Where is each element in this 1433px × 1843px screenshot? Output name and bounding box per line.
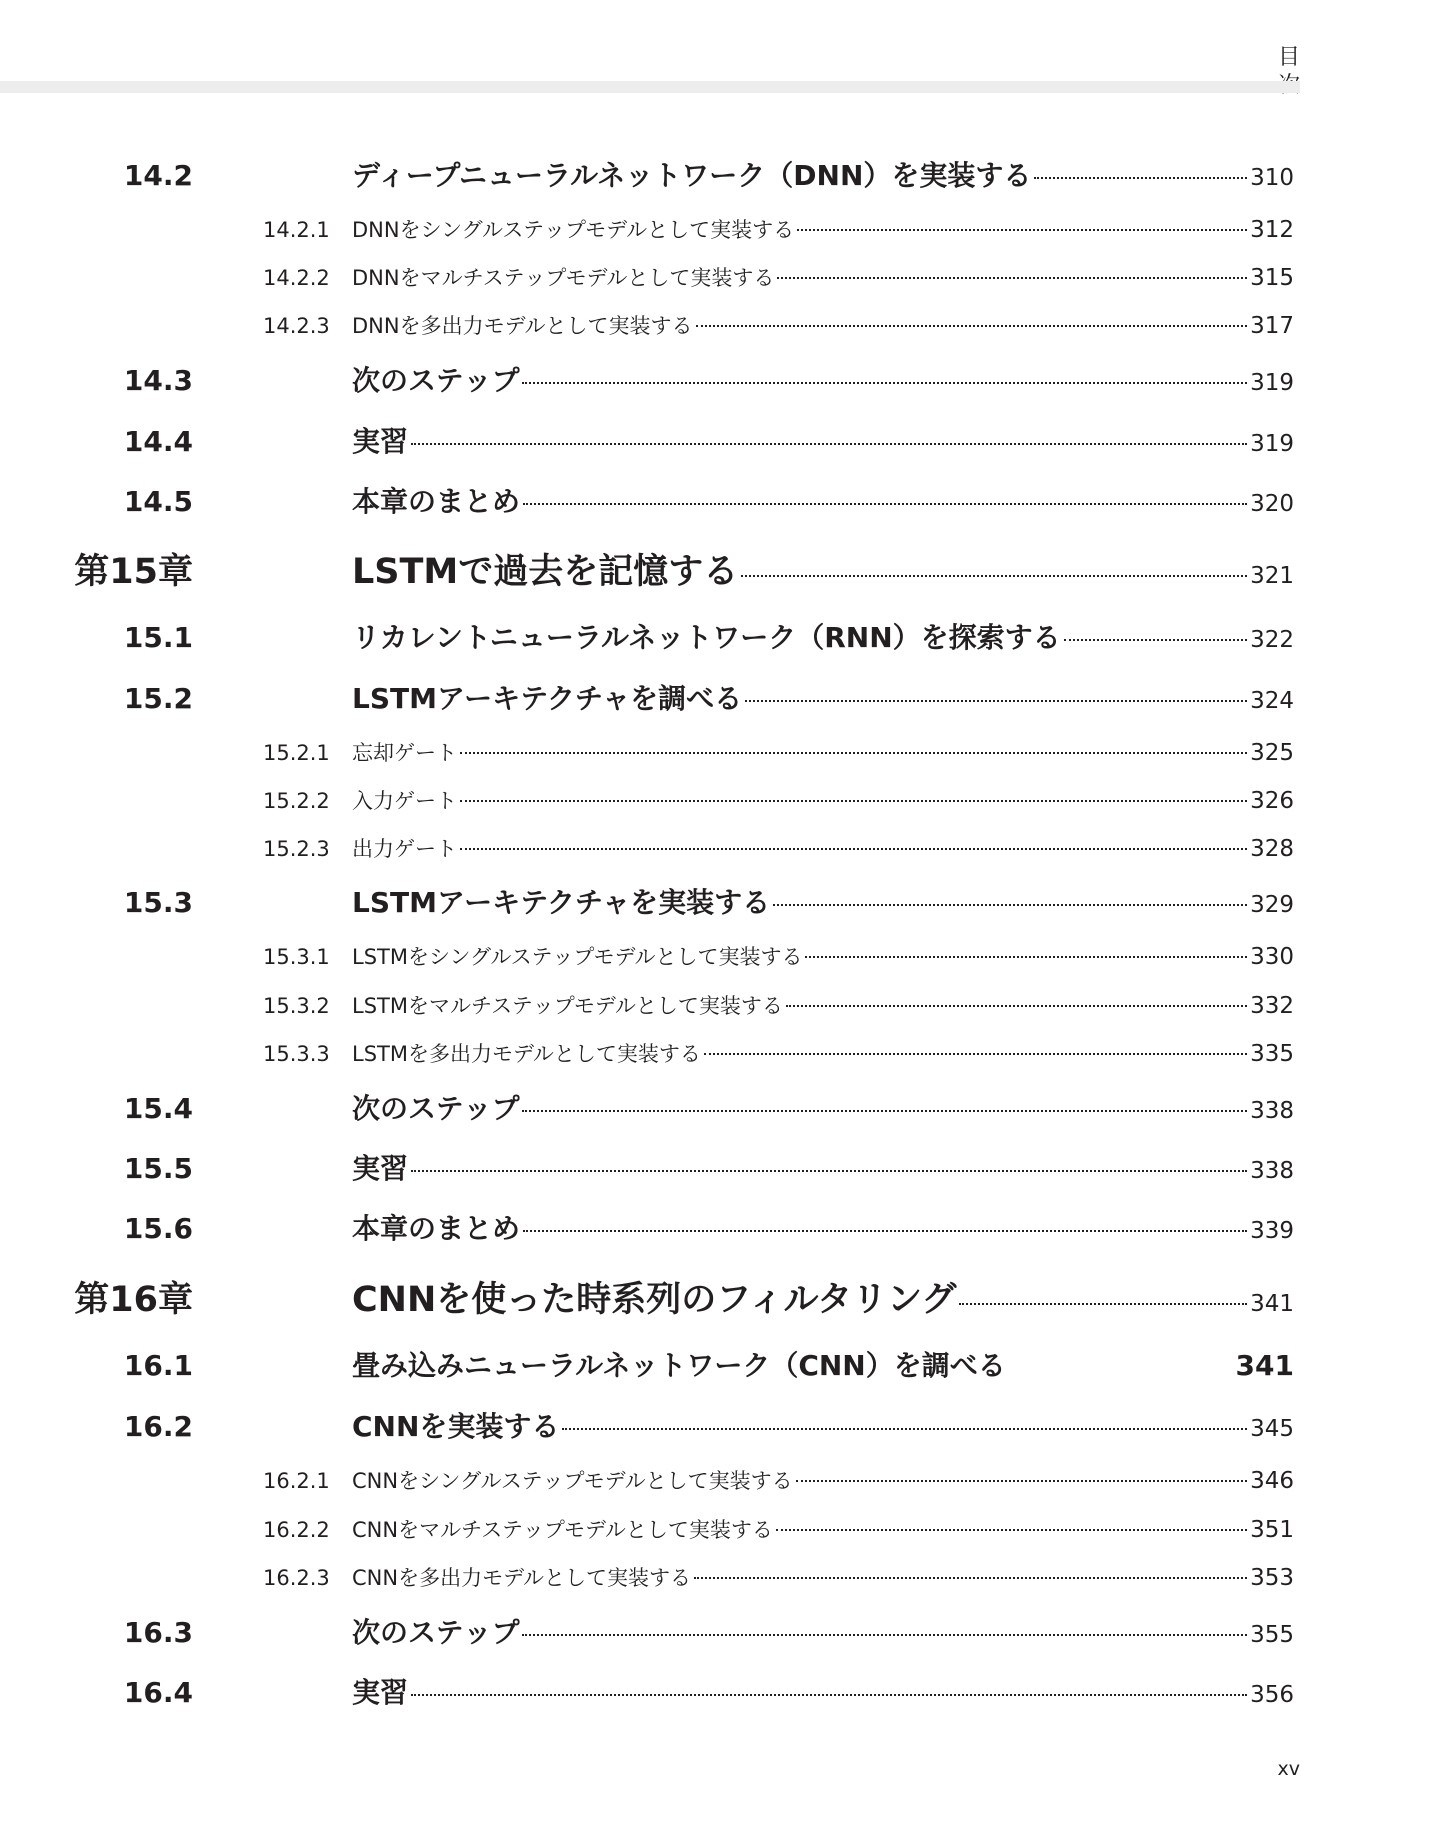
toc-entry-section[interactable]	[0, 424, 1300, 460]
toc-entry-page-number: 341	[1235, 1349, 1294, 1382]
toc-entry-line	[352, 424, 1300, 462]
toc-entry-line	[352, 1466, 1300, 1496]
toc-entry-page-number: 325	[1250, 740, 1294, 766]
toc-entry-page-number: 332	[1250, 993, 1294, 1019]
toc-entry-number: 15.6	[123, 1212, 193, 1245]
dot-leader	[805, 956, 1247, 958]
toc-entry-number: 14.4	[123, 425, 193, 458]
toc-entry-title: 忘却ゲート	[352, 741, 457, 765]
toc-entry-subsection[interactable]	[0, 738, 1300, 768]
dot-leader	[959, 1303, 1247, 1305]
toc-entry-section[interactable]	[0, 1091, 1300, 1127]
toc-entry-chapter[interactable]	[0, 551, 1300, 593]
toc-entry-page-number: 335	[1250, 1041, 1294, 1067]
toc-entry-page-number: 312	[1250, 217, 1294, 243]
dot-leader	[411, 1694, 1247, 1696]
toc-entry-title: LSTMアーキテクチャを実装する	[352, 886, 771, 919]
toc-entry-section[interactable]	[0, 885, 1300, 921]
dot-leader	[460, 848, 1247, 850]
dot-leader	[773, 904, 1247, 906]
dot-leader	[523, 503, 1247, 505]
toc-entry-line	[352, 1091, 1300, 1129]
toc-entry-number: 14.5	[123, 485, 193, 518]
toc-entry-number: 14.2.3	[263, 314, 330, 338]
toc-entry-number: 15.2	[123, 682, 193, 715]
toc-entry-title: 実習	[352, 1152, 409, 1185]
toc-entry-number: 16.3	[123, 1616, 193, 1649]
dot-leader	[1034, 177, 1247, 179]
toc-entry-line	[352, 1348, 1300, 1384]
dot-leader	[460, 752, 1247, 754]
toc-entry-number: 14.2.2	[263, 266, 330, 290]
dot-leader	[776, 1529, 1247, 1531]
toc-entry-page-number: 339	[1250, 1218, 1294, 1244]
toc-entry-section[interactable]	[0, 1615, 1300, 1651]
toc-entry-number: 14.2.1	[263, 218, 330, 242]
toc-entry-subsection[interactable]	[0, 1515, 1300, 1545]
toc-entry-line	[352, 681, 1300, 719]
toc-entry-page-number: 326	[1250, 788, 1294, 814]
toc-entry-line	[352, 991, 1300, 1021]
page-folio: xv	[1277, 1758, 1300, 1780]
toc-entry-title: LSTMを多出力モデルとして実装する	[352, 1042, 701, 1066]
toc-entry-line	[352, 215, 1300, 245]
toc-entry-subsection[interactable]	[0, 215, 1300, 245]
toc-entry-section[interactable]	[0, 681, 1300, 717]
toc-entry-line	[352, 1039, 1300, 1069]
toc-entry-page-number: 345	[1250, 1416, 1294, 1442]
dot-leader	[797, 229, 1247, 231]
toc-entry-page-number: 346	[1250, 1468, 1294, 1494]
toc-entry-page-number: 338	[1250, 1098, 1294, 1124]
toc-entry-line	[352, 786, 1300, 816]
toc-entry-page-number: 329	[1250, 892, 1294, 918]
toc-entry-number: 15.2.3	[263, 837, 330, 861]
toc-entry-title: 実習	[352, 1676, 409, 1709]
dot-leader	[696, 325, 1248, 327]
toc-entry-title: 次のステップ	[352, 1616, 520, 1649]
dot-leader	[694, 1577, 1247, 1579]
dot-leader	[523, 1230, 1247, 1232]
toc-entry-subsection[interactable]	[0, 834, 1300, 864]
toc-entry-page-number: 324	[1250, 688, 1294, 714]
toc-entry-page-number: 321	[1250, 563, 1294, 589]
toc-entry-title: 出力ゲート	[352, 837, 457, 861]
toc-entry-page-number: 319	[1250, 431, 1294, 457]
toc-entry-line	[352, 551, 1300, 597]
dot-leader	[562, 1428, 1247, 1430]
toc-entry-section[interactable]	[0, 484, 1300, 520]
toc-entry-title: ディープニューラルネットワーク（DNN）を実装する	[352, 159, 1032, 192]
toc-entry-page-number: 328	[1250, 836, 1294, 862]
toc-entry-subsection[interactable]	[0, 991, 1300, 1021]
toc-entry-line	[352, 1211, 1300, 1249]
toc-entry-line	[352, 263, 1300, 293]
toc-entry-page-number: 315	[1250, 265, 1294, 291]
toc-entry-number: 15.3	[123, 886, 193, 919]
dot-leader	[777, 277, 1247, 279]
toc-entry-page-number: 351	[1250, 1517, 1294, 1543]
toc-entry-page-number: 356	[1250, 1682, 1294, 1708]
dot-leader	[745, 700, 1247, 702]
toc-entry-page-number: 317	[1250, 313, 1294, 339]
toc-entry-title: CNNを実装する	[352, 1410, 560, 1443]
toc-entry-subsection[interactable]	[0, 311, 1300, 341]
toc-entry-title: DNNを多出力モデルとして実装する	[352, 314, 693, 338]
dot-leader	[796, 1480, 1248, 1482]
dot-leader	[411, 443, 1247, 445]
toc-entry-line	[352, 1675, 1300, 1713]
toc-entry-section[interactable]	[0, 1151, 1300, 1187]
toc-entry-line	[352, 311, 1300, 341]
toc-entry-page-number: 310	[1250, 165, 1294, 191]
dot-leader	[411, 1170, 1247, 1172]
toc-entry-number: 15.3.1	[263, 945, 330, 969]
toc-entry-line	[352, 834, 1300, 864]
toc-entry-title: リカレントニューラルネットワーク（RNN）を探索する	[352, 621, 1061, 654]
toc-entry-title: LSTMアーキテクチャを調べる	[352, 682, 743, 715]
toc-entry-number: 15.4	[123, 1092, 193, 1125]
toc-entry-section[interactable]	[0, 1348, 1300, 1384]
header-rule	[0, 81, 1300, 93]
toc-entry-section[interactable]	[0, 1409, 1300, 1445]
toc-entry-subsection[interactable]	[0, 1466, 1300, 1496]
toc-entry-number: 14.3	[123, 364, 193, 397]
toc-entry-page-number: 330	[1250, 944, 1294, 970]
toc-entry-section[interactable]	[0, 363, 1300, 399]
toc-entry-title: 本章のまとめ	[352, 1212, 521, 1245]
dot-leader	[741, 575, 1247, 577]
toc-entry-line	[352, 620, 1300, 658]
toc-entry-title: 畳み込みニューラルネットワーク（CNN）を調べる	[352, 1349, 1006, 1382]
toc-entry-line	[352, 1409, 1300, 1447]
toc-entry-subsection[interactable]	[0, 263, 1300, 293]
toc-entry-line	[352, 1151, 1300, 1189]
toc-entry-title: 実習	[352, 425, 409, 458]
toc-entry-line	[352, 158, 1300, 196]
dot-leader	[522, 382, 1247, 384]
toc-entry-line	[352, 484, 1300, 522]
dot-leader	[522, 1110, 1247, 1112]
toc-entry-page-number: 320	[1250, 491, 1294, 517]
dot-leader	[1064, 639, 1247, 641]
toc-entry-number: 16.1	[123, 1349, 193, 1382]
dot-leader	[786, 1005, 1247, 1007]
toc-entry-number: 第16章	[74, 1280, 193, 1320]
toc-entry-number: 16.2.3	[263, 1566, 330, 1590]
toc-entry-number: 15.3.2	[263, 994, 330, 1018]
toc-entry-number: 15.1	[123, 621, 193, 654]
toc-entry-line	[352, 738, 1300, 768]
toc-entry-page-number: 322	[1250, 627, 1294, 653]
dot-leader	[522, 1634, 1247, 1636]
toc-entry-subsection[interactable]	[0, 942, 1300, 972]
toc-entry-title: 次のステップ	[352, 364, 520, 397]
toc-entry-line	[352, 942, 1300, 972]
toc-entry-subsection[interactable]	[0, 1563, 1300, 1593]
toc-entry-title: LSTMで過去を記憶する	[352, 552, 739, 592]
toc-entry-subsection[interactable]	[0, 1039, 1300, 1069]
toc-entry-section[interactable]	[0, 1211, 1300, 1247]
toc-entry-line	[352, 1615, 1300, 1653]
toc-entry-title: CNNをマルチステップモデルとして実装する	[352, 1518, 773, 1542]
toc-entry-number: 15.2.2	[263, 789, 330, 813]
toc-entry-section[interactable]	[0, 620, 1300, 656]
toc-entry-title: 本章のまとめ	[352, 485, 521, 518]
toc-entry-page-number: 319	[1250, 370, 1294, 396]
toc-entry-number: 15.3.3	[263, 1042, 330, 1066]
toc-entry-title: CNNを多出力モデルとして実装する	[352, 1566, 692, 1590]
toc-entry-chapter[interactable]	[0, 1279, 1300, 1321]
toc-entry-number: 16.4	[123, 1676, 193, 1709]
toc-entry-title: LSTMをマルチステップモデルとして実装する	[352, 994, 783, 1018]
toc-entry-page-number: 355	[1250, 1622, 1294, 1648]
toc-entry-title: CNNをシングルステップモデルとして実装する	[352, 1469, 793, 1493]
toc-entry-title: CNNを使った時系列のフィルタリング	[352, 1280, 957, 1320]
toc-entry-page-number: 338	[1250, 1158, 1294, 1184]
toc-entry-number: 15.2.1	[263, 741, 330, 765]
toc-entry-section[interactable]	[0, 1675, 1300, 1711]
toc-entry-subsection[interactable]	[0, 786, 1300, 816]
toc-entry-number: 16.2.1	[263, 1469, 330, 1493]
toc-entry-section[interactable]	[0, 158, 1300, 194]
toc-entry-number: 14.2	[123, 159, 193, 192]
toc-entry-number: 16.2.2	[263, 1518, 330, 1542]
toc-entry-line	[352, 1515, 1300, 1545]
toc-entry-title: 入力ゲート	[352, 789, 457, 813]
toc-entry-page-number: 353	[1250, 1565, 1294, 1591]
toc-entry-number: 15.5	[123, 1152, 193, 1185]
toc-entry-number: 第15章	[74, 552, 193, 592]
toc-entry-title: DNNをマルチステップモデルとして実装する	[352, 266, 775, 290]
dot-leader	[460, 800, 1247, 802]
toc-entry-line	[352, 363, 1300, 401]
toc-entry-line	[352, 885, 1300, 923]
toc-entry-page-number: 341	[1250, 1291, 1294, 1317]
toc-entry-title: DNNをシングルステップモデルとして実装する	[352, 218, 795, 242]
dot-leader	[704, 1053, 1247, 1055]
toc-entry-title: LSTMをシングルステップモデルとして実装する	[352, 945, 803, 969]
toc-entry-title: 次のステップ	[352, 1092, 520, 1125]
toc-entry-number: 16.2	[123, 1410, 193, 1443]
toc-entry-line	[352, 1563, 1300, 1593]
running-head: 目	[1277, 45, 1300, 70]
toc-entry-line	[352, 1279, 1300, 1325]
